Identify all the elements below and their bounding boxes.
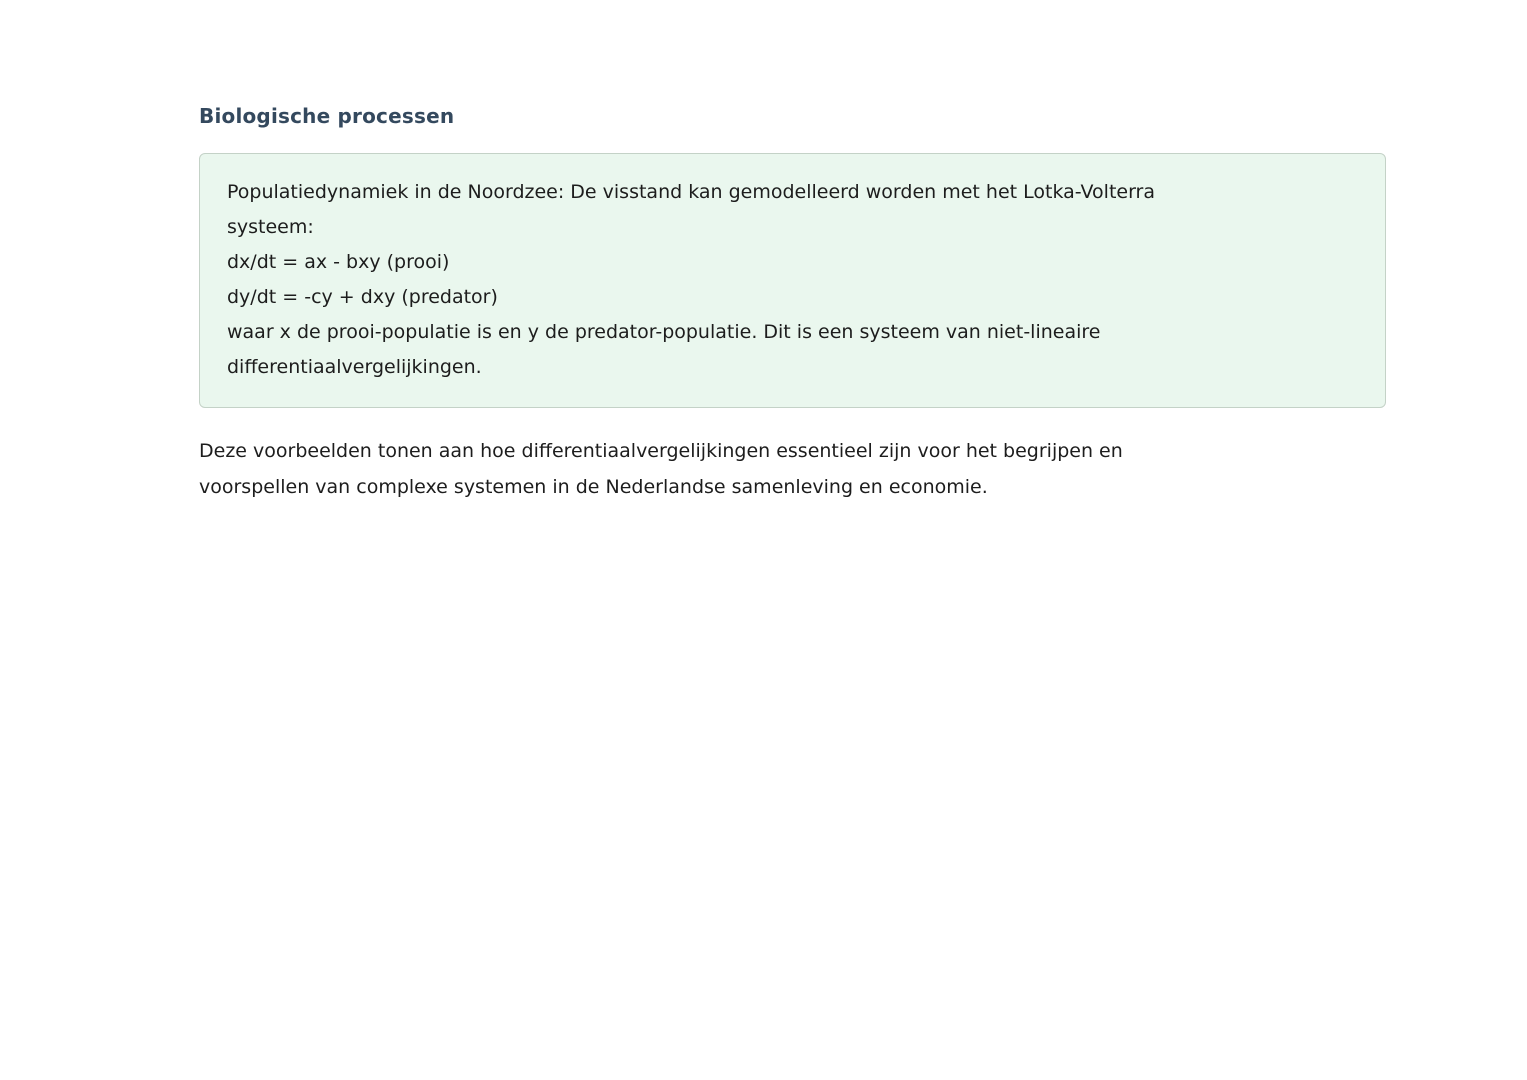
closing-paragraph (199, 433, 1386, 505)
callout-text-line: Populatiedynamiek in de Noordzee: De visstand kan gemodelleerd worden met het Lotka-Volterra (227, 181, 1156, 203)
equation-prey: dx/dt = ax - bxy (prooi) (227, 251, 450, 273)
example-callout-box (199, 153, 1386, 408)
closing-paragraph-line: Deze voorbeelden tonen aan hoe differentiaalvergelijkingen essentieel zijn voor het begrijpen en (199, 440, 1123, 462)
section-heading: Biologische processen (199, 104, 455, 128)
content-column (199, 102, 1386, 505)
equation-predator: dy/dt = -cy + dxy (predator) (227, 286, 498, 308)
callout-text-line: systeem: (227, 216, 314, 238)
callout-text-line: differentiaalvergelijkingen. (227, 356, 482, 378)
closing-paragraph-line: voorspellen van complexe systemen in de Nederlandse samenleving en economie. (199, 476, 988, 498)
callout-text-line: waar x de prooi-populatie is en y de predator-populatie. Dit is een systeem van niet-lineaire (227, 321, 1101, 343)
